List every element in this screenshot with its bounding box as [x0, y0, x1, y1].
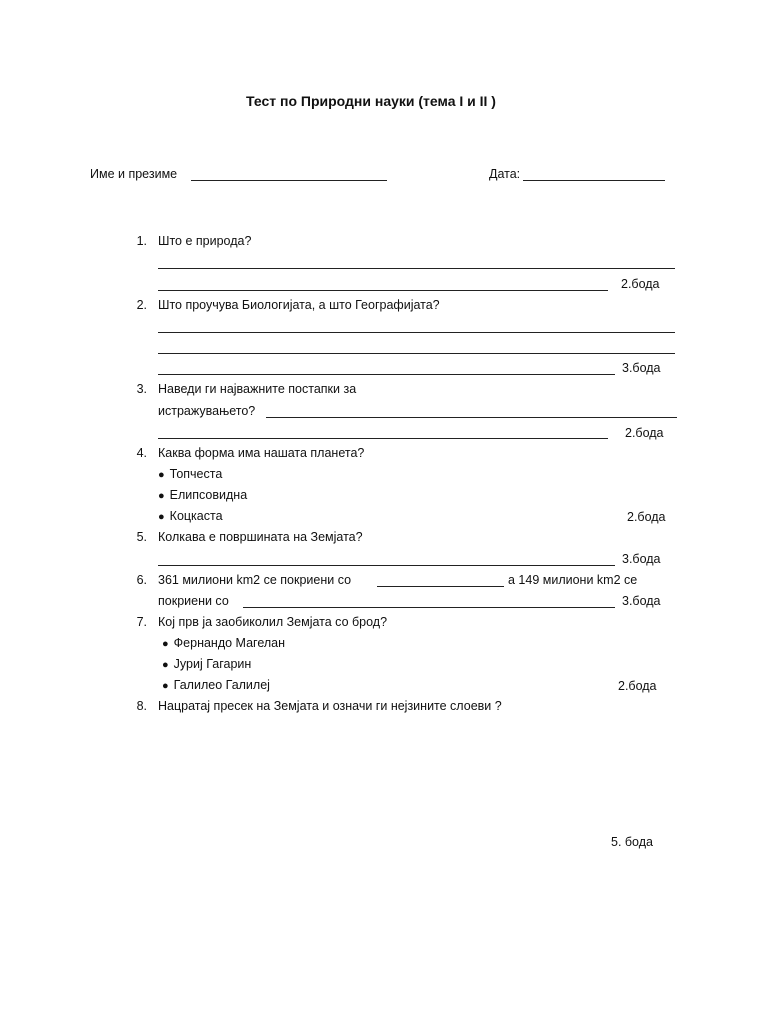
answer-line[interactable]	[158, 290, 608, 291]
question-text-continued: покриени со	[158, 594, 229, 608]
option-item[interactable]	[158, 508, 223, 525]
points-label: 3.бода	[622, 552, 661, 566]
option-label: Елипсовидна	[169, 488, 248, 502]
points-label: 2.бода	[618, 679, 657, 693]
name-answer-line[interactable]	[191, 180, 387, 181]
test-title: Тест по Природни науки (тема I и II )	[246, 93, 496, 109]
option-item[interactable]	[158, 487, 247, 504]
option-label: Коцкаста	[169, 509, 223, 523]
option-label: Јуриј Гагарин	[173, 657, 252, 671]
answer-line[interactable]	[158, 332, 675, 333]
question-number: 3.	[136, 382, 147, 396]
question-text: Каква форма има нашата планета?	[158, 446, 365, 460]
answer-line[interactable]	[158, 438, 608, 439]
question-text: Нацратај пресек на Земјата и означи ги нејзините слоеви ?	[158, 699, 502, 713]
date-answer-line[interactable]	[523, 180, 665, 181]
date-label: Дата:	[489, 167, 521, 181]
option-label: Галилео Галилеј	[173, 678, 270, 692]
question-text: Кој прв ја заобиколил Земјата со брод?	[158, 615, 388, 629]
answer-line[interactable]	[158, 565, 615, 566]
question-number: 4.	[136, 446, 147, 460]
question-text-continued: истражувањето?	[158, 404, 256, 418]
option-item[interactable]	[162, 635, 285, 652]
question-number: 1.	[136, 234, 147, 248]
question-number: 2.	[136, 298, 147, 312]
answer-line[interactable]	[266, 417, 677, 418]
question-number: 8.	[136, 699, 147, 713]
question-number: 6.	[136, 573, 147, 587]
answer-line[interactable]	[158, 353, 675, 354]
option-item[interactable]	[162, 677, 270, 694]
points-label: 2.бода	[625, 426, 664, 440]
question-number: 7.	[136, 615, 147, 629]
points-label: 3.бода	[622, 361, 661, 375]
option-item[interactable]	[158, 466, 222, 483]
question-text: Колкава е површината на Земјата?	[158, 530, 363, 544]
answer-line[interactable]	[158, 374, 615, 375]
option-item[interactable]	[162, 656, 251, 673]
question-text: 361 милиони km2 се покриени со	[158, 573, 352, 587]
question-text: Што е природа?	[158, 234, 252, 248]
points-label: 2.бода	[621, 277, 660, 291]
answer-line[interactable]	[158, 268, 675, 269]
answer-line[interactable]	[377, 586, 504, 587]
answer-line[interactable]	[243, 607, 615, 608]
name-label: Име и презиме	[90, 167, 178, 181]
question-number: 5.	[136, 530, 147, 544]
question-text: а 149 милиони km2 се	[508, 573, 638, 587]
option-label: Топчеста	[169, 467, 223, 481]
points-label: 2.бода	[627, 510, 666, 524]
points-label: 5. бода	[611, 835, 653, 849]
points-label: 3.бода	[622, 594, 661, 608]
question-text: Наведи ги најважните постапки за	[158, 382, 357, 396]
option-label: Фернандо Магелан	[173, 636, 286, 650]
question-text: Што проучува Биологијата, а што Географијата?	[158, 298, 440, 312]
